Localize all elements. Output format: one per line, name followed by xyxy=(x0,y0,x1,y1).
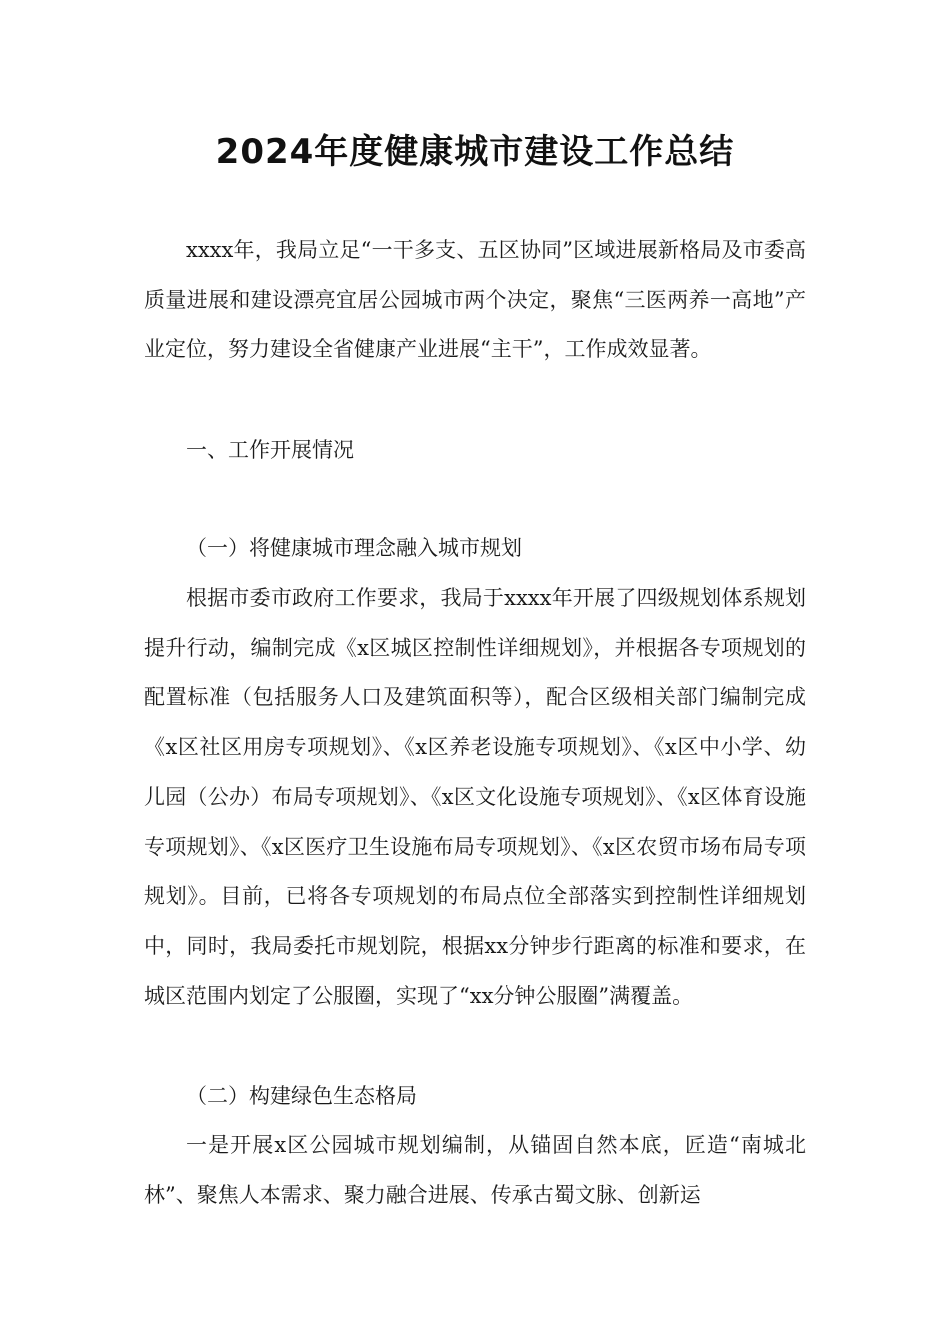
intro-paragraph-block xyxy=(144,226,806,375)
urban-planning-paragraph: 根据市委市政府工作要求，我局于xxxx年开展了四级规划体系规划提升行动，编制完成《x区城区控制性详细规划》，并根据各专项规划的配置标准（包括服务人口及建筑面积等），配合区级相关部门编制完成《x区社区用房专项规划》、《x区养老设施专项规划》、《x区中小学、幼儿园（公办）布局专项规划》、《x区文化设施专项规划》、《x区体育设施专项规划》、《x区医疗卫生设施布局专项规划》、《x区农贸市场布局专项规划》。目前，已将各专项规划的布局点位全部落实到控制性详细规划中，同时，我局委托市规划院，根据xx分钟步行距离的标准和要求，在城区范围内划定了公服圈，实现了“xx分钟公服圈”满覆盖。 xyxy=(144,586,806,1008)
intro-paragraph: xxxx年，我局立足“一干多支、五区协同”区域进展新格局及市委高质量进展和建设漂亮宜居公园城市两个决定，聚焦“三医两养一高地”产业定位，努力建设全省健康产业进展“主干”，工作成效显著。 xyxy=(144,238,806,362)
section-heading-work-status: 一、工作开展情况 xyxy=(186,438,354,462)
green-ecology-paragraph: 一是开展x区公园城市规划编制，从锚固自然本底，匠造“南城北林”、聚焦人本需求、聚力融合进展、传承古蜀文脉、创新运 xyxy=(144,1133,806,1207)
urban-planning-paragraph-block xyxy=(144,574,806,1021)
green-ecology-paragraph-block xyxy=(144,1121,806,1221)
document-title: 2024年度健康城市建设工作总结 xyxy=(215,132,735,172)
subsection-heading-green-ecology: （二）构建绿色生态格局 xyxy=(186,1084,417,1108)
subsection-heading-urban-planning: （一）将健康城市理念融入城市规划 xyxy=(186,536,522,560)
